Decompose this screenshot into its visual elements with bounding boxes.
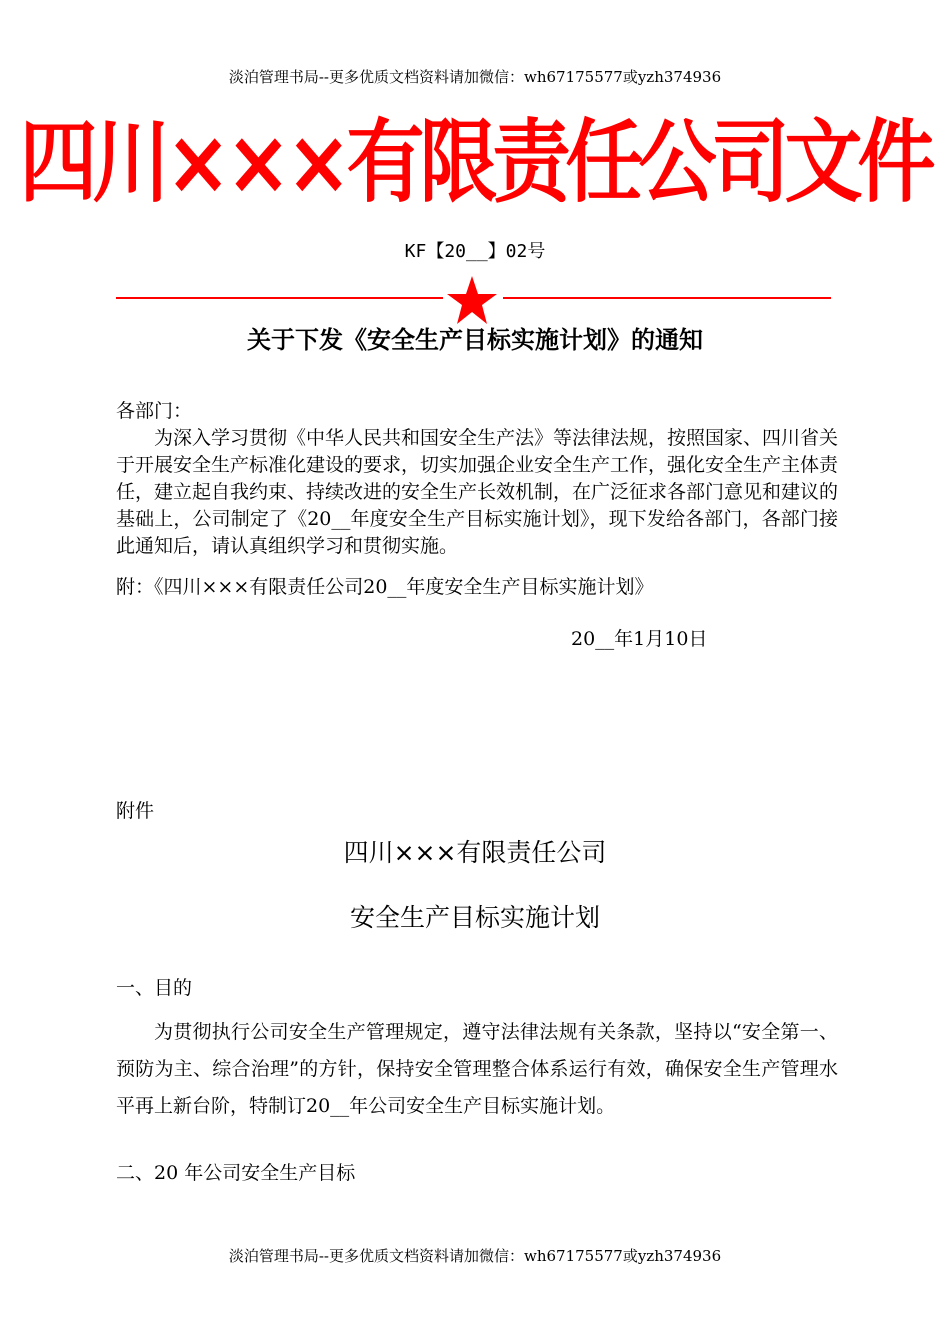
- header-watermark: 淡泊管理书局--更多优质文档资料请加微信：wh67175577或yzh374936: [228, 68, 722, 86]
- notice-title: 关于下发《安全生产目标实施计划》的通知: [247, 326, 703, 354]
- attachment-line: 附：《四川×××有限责任公司20__年度安全生产目标实施计划》: [116, 576, 654, 598]
- appendix-plan-title: 安全生产目标实施计划: [349, 903, 600, 932]
- notice-paragraph: 为深入学习贯彻《中华人民共和国安全生产法》等法律法规，按照国家、四川省关于开展安全生产标准化建设的要求，切实加强企业安全生产工作，强化安全生产主体责任，建立起自我约束、持续改进的安全生产长效机制，在广泛征求各部门意见和建议的基础上，公司制定了《20__年度安全生产目标实施计划》，现下发给各部门，各部门接此通知后，请认真组织学习和贯彻实施。: [116, 427, 839, 557]
- appendix-label: 附件: [116, 800, 155, 822]
- section2-heading: 二、20 年公司安全生产目标: [116, 1162, 356, 1184]
- letterhead-divider-right: [503, 297, 831, 299]
- document-number: KF【20__】02号: [404, 241, 546, 262]
- footer-watermark: 淡泊管理书局--更多优质文档资料请加微信：wh67175577或yzh374936: [228, 1247, 722, 1265]
- section1-paragraph: 为贯彻执行公司安全生产管理规定，遵守法律法规有关条款，坚持以“安全第一、预防为主、综合治理”的方针，保持安全管理整合体系运行有效，确保安全生产管理水平再上新台阶，特制订20__年公司安全生产目标实施计划。: [116, 1021, 838, 1117]
- letterhead-divider-left: [116, 297, 443, 299]
- appendix-company-title: 四川×××有限责任公司: [343, 838, 607, 867]
- section1-heading: 一、目的: [116, 977, 193, 999]
- letterhead-title: 四川×××有限责任公司文件: [19, 111, 931, 215]
- red-star-icon: [446, 275, 498, 325]
- issue-date: 20__年1月10日: [571, 628, 708, 650]
- salutation: 各部门：: [116, 400, 193, 422]
